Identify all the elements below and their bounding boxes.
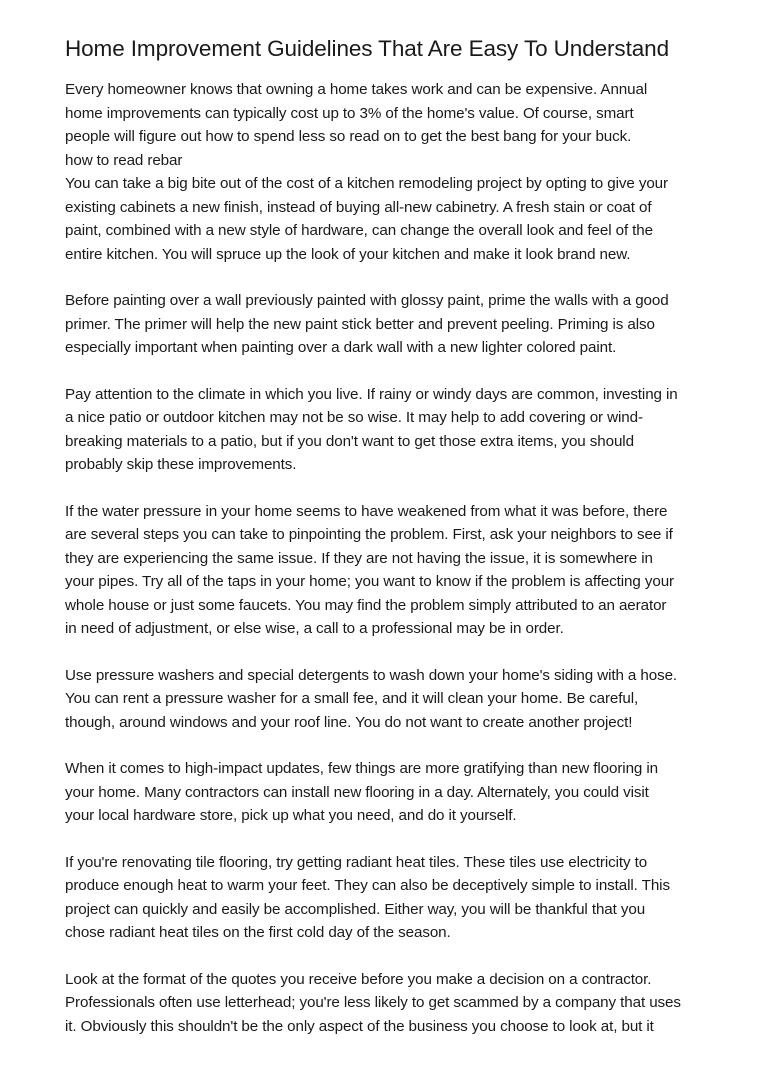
inline-link[interactable]: how to read rebar — [65, 151, 183, 169]
text-line: whole house or just some faucets. You may find the problem simply attributed to an aerator — [65, 596, 667, 614]
text-line: Use pressure washers and special detergents to wash down your home's siding with a hose. — [65, 666, 678, 684]
text-line: your local hardware store, pick up what you need, and do it yourself. — [65, 807, 517, 824]
text-line: You can rent a pressure washer for a small fee, and it will clean your home. Be careful, — [65, 690, 639, 707]
text-line: your home. Many contractors can install new flooring in a day. Alternately, you could visit — [65, 783, 649, 801]
text-line: a nice patio or outdoor kitchen may not be so wise. It may help to add covering or wind- — [65, 409, 643, 426]
paragraph — [65, 968, 728, 1039]
paragraph — [65, 757, 728, 828]
text-line: If the water pressure in your home seems to have weakened from what it was before, there — [65, 502, 668, 520]
paragraph — [65, 78, 728, 266]
paragraph — [65, 383, 728, 477]
text-line: people will figure out how to spend less so read on to get the best bang for your buck. — [65, 128, 632, 145]
document-title: Home Improvement Guidelines That Are Easy To Understand — [65, 36, 669, 61]
text-line: probably skip these improvements. — [65, 456, 297, 473]
text-line: entire kitchen. You will spruce up the look of your kitchen and make it look brand new. — [65, 245, 631, 263]
text-line: are several steps you can take to pinpointing the problem. First, ask your neighbors to see if — [65, 526, 673, 543]
text-line: in need of adjustment, or else wise, a call to a professional may be in order. — [65, 620, 564, 637]
text-line: chose radiant heat tiles on the first cold day of the season. — [65, 924, 451, 941]
text-line: Look at the format of the quotes you receive before you make a decision on a contractor. — [65, 970, 652, 988]
text-line: produce enough heat to warm your feet. They can also be deceptively simple to install. This — [65, 877, 670, 894]
paragraph — [65, 500, 728, 641]
paragraph — [65, 664, 728, 735]
text-line: especially important when painting over a dark wall with a new lighter colored paint. — [65, 339, 617, 356]
text-line: they are experiencing the same issue. If they are not having the issue, it is somewhere in — [65, 549, 653, 567]
text-line: paint, combined with a new style of hardware, can change the overall look and feel of the — [65, 222, 653, 239]
text-line: You can take a big bite out of the cost of a kitchen remodeling project by opting to give your — [65, 175, 668, 192]
paragraph — [65, 289, 728, 360]
text-line: If you're renovating tile flooring, try getting radiant heat tiles. These tiles use electricity to — [65, 853, 648, 871]
text-line: it. Obviously this shouldn't be the only aspect of the business you choose to look at, but it — [65, 1017, 654, 1035]
text-line: Every homeowner knows that owning a home takes work and can be expensive. Annual — [65, 81, 648, 98]
text-line: project can quickly and easily be accomplished. Either way, you will be thankful that you — [65, 900, 646, 918]
text-line: Professionals often use letterhead; you're less likely to get scammed by a company that uses — [65, 994, 681, 1011]
text-line: primer. The primer will help the new paint stick better and prevent peeling. Priming is also — [65, 315, 655, 333]
text-line: When it comes to high-impact updates, few things are more gratifying than new flooring in — [65, 760, 659, 777]
text-line: existing cabinets a new finish, instead of buying all-new cabinetry. A fresh stain or coat of — [65, 198, 652, 216]
text-line: Pay attention to the climate in which you live. If rainy or windy days are common, investing in — [65, 385, 678, 403]
text-line: home improvements can typically cost up to 3% of the home's value. Of course, smart — [65, 104, 634, 122]
text-line: though, around windows and your roof line. You do not want to create another project! — [65, 713, 633, 731]
text-line: breaking materials to a patio, but if you don't want to get those extra items, you should — [65, 432, 634, 450]
text-line: your pipes. Try all of the taps in your home; you want to know if the problem is affecting your — [65, 573, 675, 590]
paragraph — [65, 851, 728, 945]
text-line: Before painting over a wall previously painted with glossy paint, prime the walls with a good — [65, 292, 669, 309]
